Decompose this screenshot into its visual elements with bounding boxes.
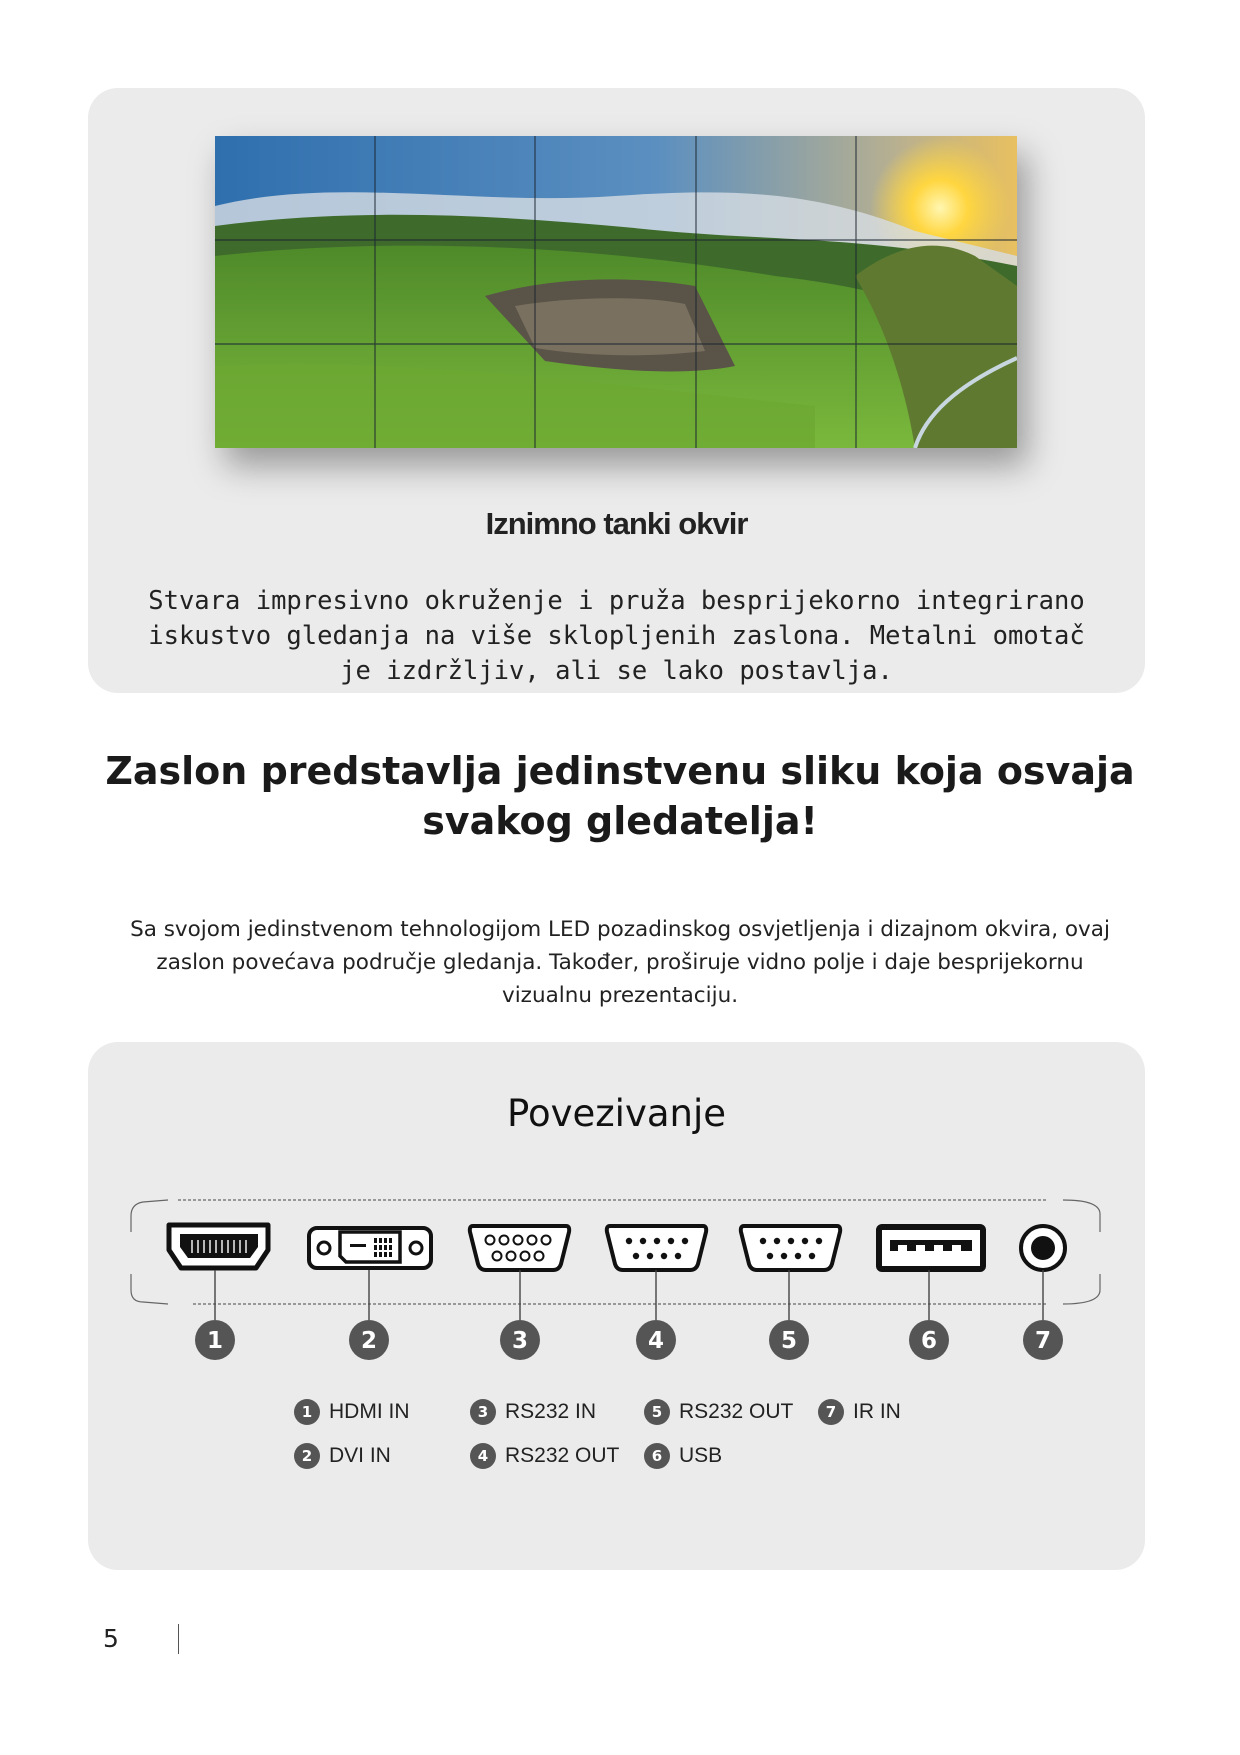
rs232-out-port-icon [607,1226,706,1270]
svg-text:5: 5 [780,1328,798,1354]
intro-paragraph: Sa svojom jedinstvenom tehnologijom LED pozadinskog osvjetljenja i dizajnom okvira, ovaj zaslon povećava područje gledanja. Također, proširuje vidno polje i daje besprijekornu vizualnu prezentaciju. [130,917,1110,1008]
port-badge-4 [636,1320,676,1360]
connectivity-title: Povezivanje [506,1092,727,1135]
legend-item-dvi-in [294,1441,391,1471]
legend-badge: 6 [644,1443,670,1469]
legend-badge: 1 [294,1399,320,1425]
dvi-port-icon [309,1228,431,1268]
legend-badge: 3 [470,1399,496,1425]
legend-label: HDMI IN [329,1400,410,1423]
rs232-out-port-icon [741,1226,840,1270]
legend-badge: 5 [644,1399,670,1425]
port-badge-5 [769,1320,809,1360]
legend-badge: 2 [294,1443,320,1469]
legend-label: DVI IN [329,1444,391,1467]
feature-title: Iznimno tanki okvir [485,506,748,541]
connectivity-card [88,1042,1145,1570]
ports-diagram [88,1150,1145,1380]
port-legend [294,1397,994,1507]
legend-label: RS232 OUT [505,1444,620,1467]
svg-text:4: 4 [647,1328,665,1354]
rs232-in-port-icon [470,1226,569,1270]
svg-text:2: 2 [360,1328,378,1354]
legend-item-usb [644,1441,722,1471]
port-badge-7 [1023,1320,1063,1360]
svg-text:7: 7 [1034,1328,1052,1354]
svg-text:3: 3 [511,1328,529,1354]
ir-jack-icon [1021,1226,1065,1270]
port-badge-3 [500,1320,540,1360]
svg-text:6: 6 [920,1328,938,1354]
footer-divider [178,1624,179,1654]
legend-item-rs232-out [470,1441,619,1471]
feature-description: Stvara impresivno okruženje i pruža besprijekorno integrirano iskustvo gledanja na više sklopljenih zaslona. Metalni omotač je izdržljiv, ali se lako postavlja. [148,586,1085,686]
legend-item-hdmi-in [294,1397,410,1427]
legend-item-ir-in [818,1397,901,1427]
hdmi-port-icon [169,1225,268,1268]
legend-badge: 4 [470,1443,496,1469]
legend-item-rs232-in [470,1397,596,1427]
svg-text:1: 1 [206,1328,224,1354]
legend-item-rs232-out [644,1397,793,1427]
port-badge-2 [349,1320,389,1360]
legend-badge: 7 [818,1399,844,1425]
page-number: 5 [103,1624,119,1653]
legend-label: RS232 IN [505,1400,597,1423]
legend-label: USB [679,1444,723,1467]
port-badge-6 [909,1320,949,1360]
port-badge-1 [195,1320,235,1360]
legend-label: IR IN [853,1400,901,1423]
usb-port-icon [879,1227,983,1269]
video-wall-landscape-image [215,136,1017,448]
feature-card [88,88,1145,693]
page-headline: Zaslon predstavlja jedinstvenu sliku koja osvaja svakog gledatelja! [105,749,1135,843]
legend-label: RS232 OUT [679,1400,794,1423]
